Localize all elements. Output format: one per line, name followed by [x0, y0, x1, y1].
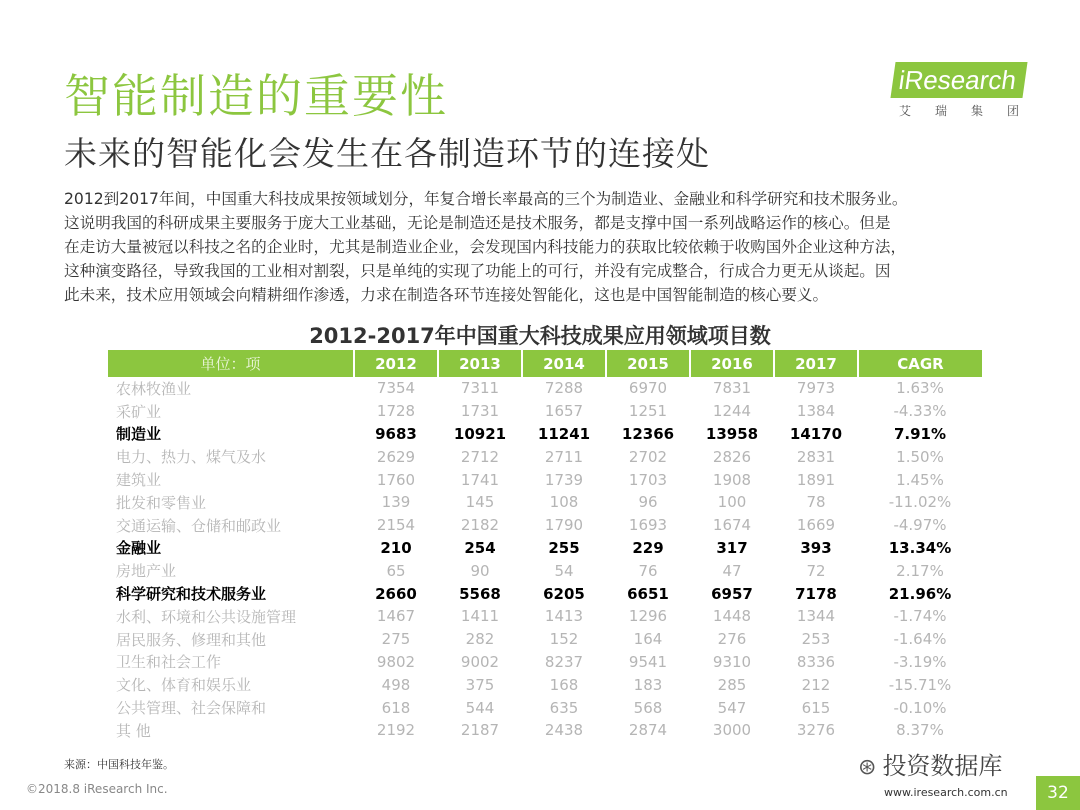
row-label: 房地产业 — [116, 562, 177, 581]
value-cell: 1891 — [796, 470, 836, 489]
watermark-text: 投资数据库 — [882, 752, 1003, 780]
value-cell: 1741 — [460, 470, 500, 489]
value-cell: 13958 — [705, 424, 759, 443]
value-cell: 276 — [717, 630, 747, 649]
footer-url[interactable]: www.iresearch.com.cn — [884, 786, 1008, 799]
value-cell: 544 — [465, 698, 495, 717]
value-cell: 375 — [465, 675, 495, 694]
value-cell: 2831 — [796, 447, 836, 466]
value-cell: 1251 — [628, 402, 668, 421]
table-row — [108, 651, 982, 674]
value-cell: 1411 — [460, 607, 500, 626]
value-cell: 254 — [464, 538, 496, 557]
table-row — [108, 628, 982, 651]
value-cell: 72 — [806, 561, 826, 580]
value-cell: 1790 — [544, 516, 584, 535]
value-cell: 498 — [381, 675, 411, 694]
value-cell: 6205 — [543, 584, 585, 603]
value-cell: 2711 — [544, 447, 584, 466]
row-label: 卫生和社会工作 — [116, 653, 222, 672]
page-title: 智能制造的重要性 — [64, 69, 448, 123]
paragraph-line: 此未来，技术应用领域会向精耕细作渗透，力求在制造各环节连接处智能化，这也是中国智能制造的核心要义。 — [64, 286, 829, 304]
logo-cn-char: 集 — [970, 104, 983, 118]
value-cell: 1669 — [796, 516, 836, 535]
cagr-cell: 13.34% — [888, 538, 952, 557]
value-cell: 2702 — [628, 447, 668, 466]
table-row — [108, 491, 982, 514]
table-row — [108, 514, 982, 537]
row-label: 批发和零售业 — [116, 493, 207, 512]
value-cell: 1244 — [712, 402, 752, 421]
value-cell: 168 — [549, 675, 579, 694]
iresearch-logo — [893, 62, 1025, 119]
value-cell: 1384 — [796, 402, 836, 421]
value-cell: 1760 — [376, 470, 416, 489]
value-cell: 14170 — [789, 424, 843, 443]
value-cell: 108 — [549, 493, 579, 512]
value-cell: 9802 — [376, 652, 416, 671]
row-label: 电力、热力、煤气及水 — [116, 448, 267, 467]
cagr-cell: 2.17% — [896, 561, 944, 580]
table-row — [108, 468, 982, 491]
table-row — [108, 605, 982, 628]
value-cell: 2182 — [460, 516, 500, 535]
paragraph-line: 2012到2017年间，中国重大科技成果按领域划分，年复合增长率最高的三个为制造业、金融业和科学研究和技术服务业。 — [64, 190, 908, 208]
cagr-cell: 21.96% — [888, 584, 952, 603]
value-cell: 7311 — [460, 379, 500, 398]
header-cell-2013: 2013 — [438, 350, 522, 377]
table-row — [108, 377, 982, 400]
value-cell: 618 — [381, 698, 411, 717]
value-cell: 7973 — [796, 379, 836, 398]
value-cell: 210 — [380, 538, 412, 557]
value-cell: 90 — [470, 561, 490, 580]
row-label: 交通运输、仓储和邮政业 — [116, 516, 282, 535]
data-table — [108, 350, 982, 742]
row-label: 农林牧渔业 — [116, 379, 192, 398]
wechat-icon: ⊛ — [858, 755, 877, 780]
logo-cn-char: 瑞 — [934, 104, 947, 118]
page-number: 32 — [1036, 776, 1080, 810]
row-label: 水利、环境和公共设施管理 — [116, 607, 297, 626]
cagr-cell: 7.91% — [893, 424, 947, 443]
row-label: 其 他 — [116, 721, 151, 740]
value-cell: 275 — [381, 630, 411, 649]
cagr-cell: -4.97% — [893, 516, 947, 535]
value-cell: 547 — [717, 698, 747, 717]
cagr-cell: -4.33% — [893, 402, 947, 421]
table-row — [108, 582, 982, 605]
paragraph-line: 在走访大量被冠以科技之名的企业时，尤其是制造业企业，会发现国内科技能力的获取比较依赖于收购国外企业这种方法， — [64, 238, 907, 256]
value-cell: 1908 — [712, 470, 752, 489]
value-cell: 1674 — [712, 516, 752, 535]
row-label: 金融业 — [116, 539, 162, 558]
value-cell: 2187 — [460, 721, 500, 740]
table-row — [108, 696, 982, 719]
value-cell: 76 — [638, 561, 658, 580]
value-cell: 1657 — [544, 402, 584, 421]
value-cell: 212 — [801, 675, 831, 694]
paragraph-line: 这说明我国的科研成果主要服务于庞大工业基础，无论是制造还是技术服务，都是支撑中国一系列战略运作的核心。但是 — [64, 214, 891, 232]
value-cell: 9310 — [712, 652, 752, 671]
value-cell: 3276 — [796, 721, 836, 740]
value-cell: 1731 — [460, 402, 500, 421]
table-header-row — [108, 350, 982, 377]
table-row — [108, 559, 982, 582]
value-cell: 6957 — [711, 584, 753, 603]
value-cell: 2826 — [712, 447, 752, 466]
logo-brand: iResearch — [890, 62, 1027, 98]
value-cell: 3000 — [712, 721, 752, 740]
source-note: 来源：中国科技年鉴。 — [64, 758, 174, 771]
value-cell: 568 — [633, 698, 663, 717]
value-cell: 10921 — [453, 424, 507, 443]
logo-cn — [893, 102, 1025, 119]
logo-cn-char: 团 — [1006, 104, 1019, 118]
cagr-cell: 1.45% — [896, 470, 944, 489]
row-label: 建筑业 — [116, 471, 162, 490]
row-label: 制造业 — [116, 425, 162, 444]
value-cell: 9683 — [375, 424, 417, 443]
value-cell: 7354 — [376, 379, 416, 398]
header-cell-unit: 单位：项 — [108, 350, 354, 377]
value-cell: 1703 — [628, 470, 668, 489]
value-cell: 7831 — [712, 379, 752, 398]
value-cell: 1296 — [628, 607, 668, 626]
value-cell: 1728 — [376, 402, 416, 421]
value-cell: 47 — [722, 561, 742, 580]
value-cell: 6651 — [627, 584, 669, 603]
value-cell: 9002 — [460, 652, 500, 671]
value-cell: 2438 — [544, 721, 584, 740]
value-cell: 7178 — [795, 584, 837, 603]
row-label: 文化、体育和娱乐业 — [116, 676, 252, 695]
row-label: 科学研究和技术服务业 — [116, 585, 267, 604]
value-cell: 1344 — [796, 607, 836, 626]
header-cell-2016: 2016 — [690, 350, 774, 377]
value-cell: 2660 — [375, 584, 417, 603]
row-label: 公共管理、社会保障和 — [116, 699, 267, 718]
value-cell: 615 — [801, 698, 831, 717]
cagr-cell: -1.74% — [893, 607, 947, 626]
value-cell: 100 — [717, 493, 747, 512]
value-cell: 229 — [632, 538, 664, 557]
value-cell: 1467 — [376, 607, 416, 626]
cagr-cell: 1.63% — [896, 379, 944, 398]
value-cell: 2154 — [376, 516, 416, 535]
value-cell: 5568 — [459, 584, 501, 603]
value-cell: 78 — [806, 493, 826, 512]
cagr-cell: -1.64% — [893, 630, 947, 649]
value-cell: 2629 — [376, 447, 416, 466]
value-cell: 96 — [638, 493, 658, 512]
table-row — [108, 719, 982, 742]
value-cell: 393 — [800, 538, 832, 557]
cagr-cell: -3.19% — [893, 652, 947, 671]
value-cell: 6970 — [628, 379, 668, 398]
table-title: 2012-2017年中国重大科技成果应用领域项目数 — [309, 324, 771, 348]
cagr-cell: -11.02% — [888, 493, 952, 512]
value-cell: 1413 — [544, 607, 584, 626]
value-cell: 9541 — [628, 652, 668, 671]
value-cell: 2874 — [628, 721, 668, 740]
value-cell: 183 — [633, 675, 663, 694]
body-paragraph — [64, 187, 1044, 307]
value-cell: 54 — [554, 561, 574, 580]
value-cell: 7288 — [544, 379, 584, 398]
paragraph-line: 这种演变路径，导致我国的工业相对割裂，只是单纯的实现了功能上的可行，并没有完成整合，行成合力更无从谈起。因 — [64, 262, 891, 280]
value-cell: 8237 — [544, 652, 584, 671]
value-cell: 1739 — [544, 470, 584, 489]
value-cell: 164 — [633, 630, 663, 649]
header-cell-2014: 2014 — [522, 350, 606, 377]
cagr-cell: -15.71% — [888, 675, 952, 694]
watermark — [858, 746, 1002, 781]
value-cell: 635 — [549, 698, 579, 717]
value-cell: 2712 — [460, 447, 500, 466]
value-cell: 8336 — [796, 652, 836, 671]
value-cell: 65 — [386, 561, 406, 580]
header-cell-2015: 2015 — [606, 350, 690, 377]
header-cell-cagr: CAGR — [858, 350, 982, 377]
cagr-cell: -0.10% — [893, 698, 947, 717]
logo-cn-char: 艾 — [899, 104, 912, 118]
value-cell: 253 — [801, 630, 831, 649]
value-cell: 1448 — [712, 607, 752, 626]
value-cell: 285 — [717, 675, 747, 694]
table-row — [108, 423, 982, 446]
value-cell: 145 — [465, 493, 495, 512]
value-cell: 139 — [381, 493, 411, 512]
page-subtitle: 未来的智能化会发生在各制造环节的连接处 — [64, 134, 710, 173]
value-cell: 11241 — [537, 424, 591, 443]
table-row — [108, 537, 982, 560]
row-label: 采矿业 — [116, 402, 162, 421]
table-row — [108, 400, 982, 423]
cagr-cell: 8.37% — [896, 721, 944, 740]
value-cell: 1693 — [628, 516, 668, 535]
row-label: 居民服务、修理和其他 — [116, 630, 267, 649]
table-row — [108, 445, 982, 468]
footer-copyright: ©2018.8 iResearch Inc. — [26, 782, 168, 796]
table-row — [108, 673, 982, 696]
header-cell-2012: 2012 — [354, 350, 438, 377]
value-cell: 2192 — [376, 721, 416, 740]
value-cell: 282 — [465, 630, 495, 649]
value-cell: 152 — [549, 630, 579, 649]
header-cell-2017: 2017 — [774, 350, 858, 377]
cagr-cell: 1.50% — [896, 447, 944, 466]
table-body — [108, 377, 982, 742]
value-cell: 255 — [548, 538, 580, 557]
value-cell: 12366 — [621, 424, 675, 443]
value-cell: 317 — [716, 538, 748, 557]
